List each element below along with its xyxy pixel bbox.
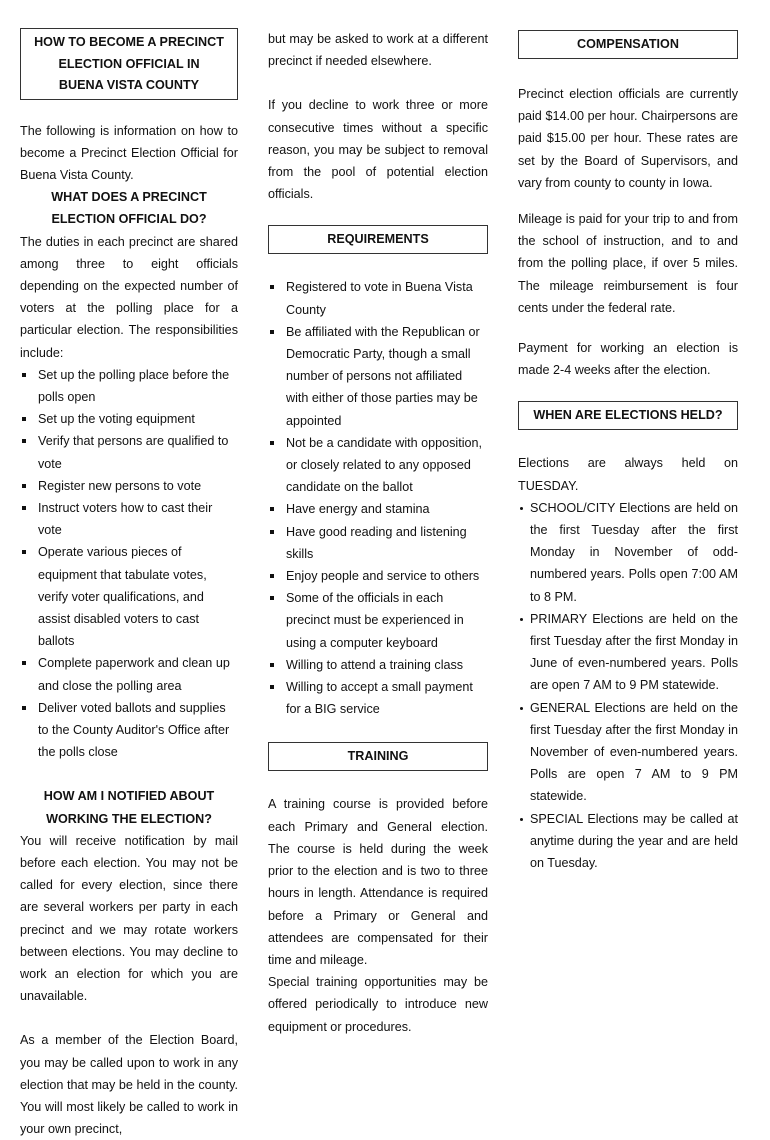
list-item: PRIMARY Elections are held on the first Tuesday after the first Monday in June of even-numbered years. Polls are open 7 AM to 9 PM statewide.	[518, 608, 738, 697]
list-item: Deliver voted ballots and supplies to the County Auditor's Office after the polls close	[20, 697, 238, 764]
list-item: Complete paperwork and clean up and close the polling area	[20, 652, 238, 696]
list-item: Have energy and stamina	[268, 498, 488, 520]
decline-paragraph: If you decline to work three or more consecutive times without a specific reason, you may be subject to removal from the pool of potential election officials.	[268, 98, 488, 202]
training-paragraph: A training course is provided before each Primary and General election. The course is held during the week prior to the election and is two to three hours in length. Attendance is required before a Primary or General and attendees are compensated for their time and mileage.	[268, 797, 488, 967]
list-item: Willing to attend a training class	[268, 654, 488, 676]
list-item: GENERAL Elections are held on the first Tuesday after the first Monday in November of even-numbered years. Polls are open 7 AM to 9 PM statewide.	[518, 697, 738, 808]
list-item: Register new persons to vote	[20, 475, 238, 497]
compensation-paragraph: Precinct election officials are currently paid $14.00 per hour. Chairpersons are paid $15.00 per hour. These rates are set by the Board of Supervisors, and vary from county to county in Iowa.	[518, 87, 738, 190]
page-title-box	[20, 28, 238, 100]
elections-intro: Elections are always held on TUESDAY.	[518, 456, 738, 493]
list-item: Instruct voters how to cast their vote	[20, 497, 238, 541]
list-item: Registered to vote in Buena Vista County	[268, 276, 488, 320]
list-item: Willing to accept a small payment for a BIG service	[268, 676, 488, 720]
list-item: Set up the polling place before the polls open	[20, 364, 238, 408]
elections-heading: WHEN ARE ELECTIONS HELD?	[518, 401, 738, 430]
notified-paragraph: You will receive notification by mail before each election. You may not be called for every election, since there are several workers per party in each precinct and we may rotate workers between elections. You may decline to work an election for which you are unavailable.	[20, 833, 238, 1004]
column-right	[518, 28, 738, 874]
continued-paragraph: but may be asked to work at a different precinct if needed elsewhere.	[268, 32, 488, 69]
intro-paragraph: The following is information on how to become a Precinct Election Official for Buena Vista County.	[20, 123, 238, 182]
page-title-line: BUENA VISTA COUNTY	[58, 78, 200, 92]
duties-heading-line: ELECTION OFFICIAL DO?	[51, 212, 207, 227]
duties-heading	[20, 186, 238, 230]
list-item: Set up the voting equipment	[20, 408, 238, 430]
list-item: SCHOOL/CITY Elections are held on the first Tuesday after the first Monday in November of odd-numbered years. Polls open 7:00 AM to 8 PM.	[518, 497, 738, 608]
notified-heading-line: WORKING THE ELECTION?	[46, 811, 212, 826]
mileage-paragraph: Mileage is paid for your trip to and from the school of instruction, and to and from the polling place, if over 5 miles. The mileage reimbursement is four cents under the federal rate.	[518, 212, 738, 315]
column-middle	[268, 28, 488, 1038]
page-title-line: ELECTION OFFICIAL IN	[58, 56, 200, 71]
election-board-paragraph: As a member of the Election Board, you may be called upon to work in any election that may be held in the county. You will most likely be called to work in your own precinct,	[20, 1033, 238, 1137]
training-heading: TRAINING	[268, 742, 488, 771]
list-item: Have good reading and listening skills	[268, 521, 488, 565]
requirements-list	[268, 276, 488, 720]
notified-heading	[20, 785, 238, 829]
list-item: Some of the officials in each precinct must be experienced in using a computer keyboard	[268, 587, 488, 654]
special-training-paragraph: Special training opportunities may be offered periodically to introduce new equipment or procedures.	[268, 975, 488, 1034]
requirements-heading: REQUIREMENTS	[268, 225, 488, 254]
duties-list	[20, 364, 238, 764]
payment-paragraph: Payment for working an election is made 2-4 weeks after the election.	[518, 341, 738, 378]
list-item: Be affiliated with the Republican or Democratic Party, though a small number of persons not affiliated with either of those parties may be appointed	[268, 321, 488, 432]
compensation-heading: COMPENSATION	[518, 30, 738, 59]
page-title-line: HOW TO BECOME A PRECINCT	[34, 35, 224, 49]
list-item: Enjoy people and service to others	[268, 565, 488, 587]
list-item: Verify that persons are qualified to vote	[20, 430, 238, 474]
elections-list	[518, 497, 738, 874]
list-item: SPECIAL Elections may be called at anytime during the year and are held on Tuesday.	[518, 808, 738, 875]
notified-heading-line: HOW AM I NOTIFIED ABOUT	[43, 789, 215, 804]
duties-heading-line: WHAT DOES A PRECINCT	[51, 190, 207, 205]
column-left	[20, 28, 238, 1140]
list-item: Not be a candidate with opposition, or closely related to any opposed candidate on the ballot	[268, 432, 488, 499]
duties-intro: The duties in each precinct are shared among three to eight officials depending on the expected number of voters at the polling place for a particular election. The responsibilities include:	[20, 234, 238, 360]
list-item: Operate various pieces of equipment that tabulate votes, verify voter qualifications, and assist disabled voters to cast ballots	[20, 541, 238, 652]
